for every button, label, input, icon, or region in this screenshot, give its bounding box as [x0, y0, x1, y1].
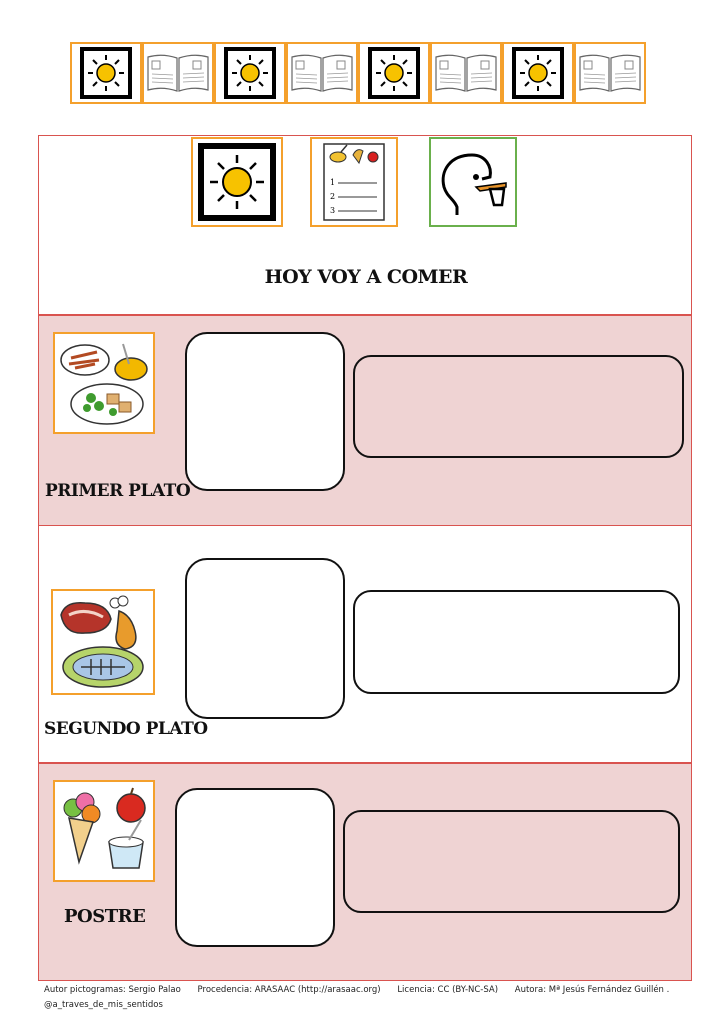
dessert-label: POSTRE: [64, 906, 146, 927]
sun-icon: [364, 47, 424, 99]
book-icon: [146, 53, 210, 93]
book-icon: [290, 53, 354, 93]
menu-picto: [310, 137, 398, 227]
strip-tile-7: [502, 42, 574, 104]
menu-list-icon: [321, 141, 387, 223]
footer-license: Licencia: CC (BY-NC-SA): [397, 985, 499, 995]
strip-tile-6: [430, 42, 502, 104]
footer-source: Procedencia: ARASAAC (http://arasaac.org): [197, 985, 381, 995]
menu-number-1: 1: [330, 178, 336, 187]
eating-icon: [432, 143, 514, 221]
strip-tile-3: [214, 42, 286, 104]
book-icon: [434, 53, 498, 93]
dessert-picto-slot[interactable]: [175, 788, 335, 947]
sun-icon: [196, 141, 278, 223]
book-icon: [578, 53, 642, 93]
second-course-section: [38, 526, 692, 763]
strip-tile-4: [286, 42, 358, 104]
first-course-label: PRIMER PLATO: [45, 481, 191, 501]
today-picto: [191, 137, 283, 227]
first-course-picto-slot[interactable]: [185, 332, 345, 491]
dessert-picto: [53, 780, 155, 882]
strip-tile-5: [358, 42, 430, 104]
meal-header-section: [38, 135, 692, 315]
second-course-text-slot[interactable]: [353, 590, 680, 694]
strip-tile-2: [142, 42, 214, 104]
dessert-text-slot[interactable]: [343, 810, 680, 913]
footer-author: Autor pictogramas: Sergio Palao: [44, 985, 181, 995]
second-course-icon: [55, 593, 151, 691]
second-course-picto-slot[interactable]: [185, 558, 345, 719]
strip-tile-8: [574, 42, 646, 104]
first-course-icon: [57, 336, 151, 430]
sun-icon: [508, 47, 568, 99]
first-course-section: [38, 315, 692, 526]
footer-handle: @a_traves_de_mis_sentidos: [44, 1000, 163, 1010]
second-course-picto: [51, 589, 155, 695]
strip-tile-1: [70, 42, 142, 104]
footer-autora: Autora: Mª Jesús Fernández Guillén .: [514, 985, 670, 995]
second-course-label: SEGUNDO PLATO: [44, 719, 208, 739]
menu-number-2: 2: [330, 192, 336, 201]
sun-icon: [76, 47, 136, 99]
first-course-text-slot[interactable]: [353, 355, 684, 458]
first-course-picto: [53, 332, 155, 434]
menu-number-3: 3: [330, 206, 336, 215]
dessert-icon: [57, 784, 151, 878]
page-title: HOY VOY A COMER: [264, 266, 468, 288]
dessert-section: [38, 763, 692, 981]
schedule-strip: [70, 42, 648, 104]
footer-credits: [44, 983, 684, 1013]
eat-picto: [429, 137, 517, 227]
sun-icon: [220, 47, 280, 99]
